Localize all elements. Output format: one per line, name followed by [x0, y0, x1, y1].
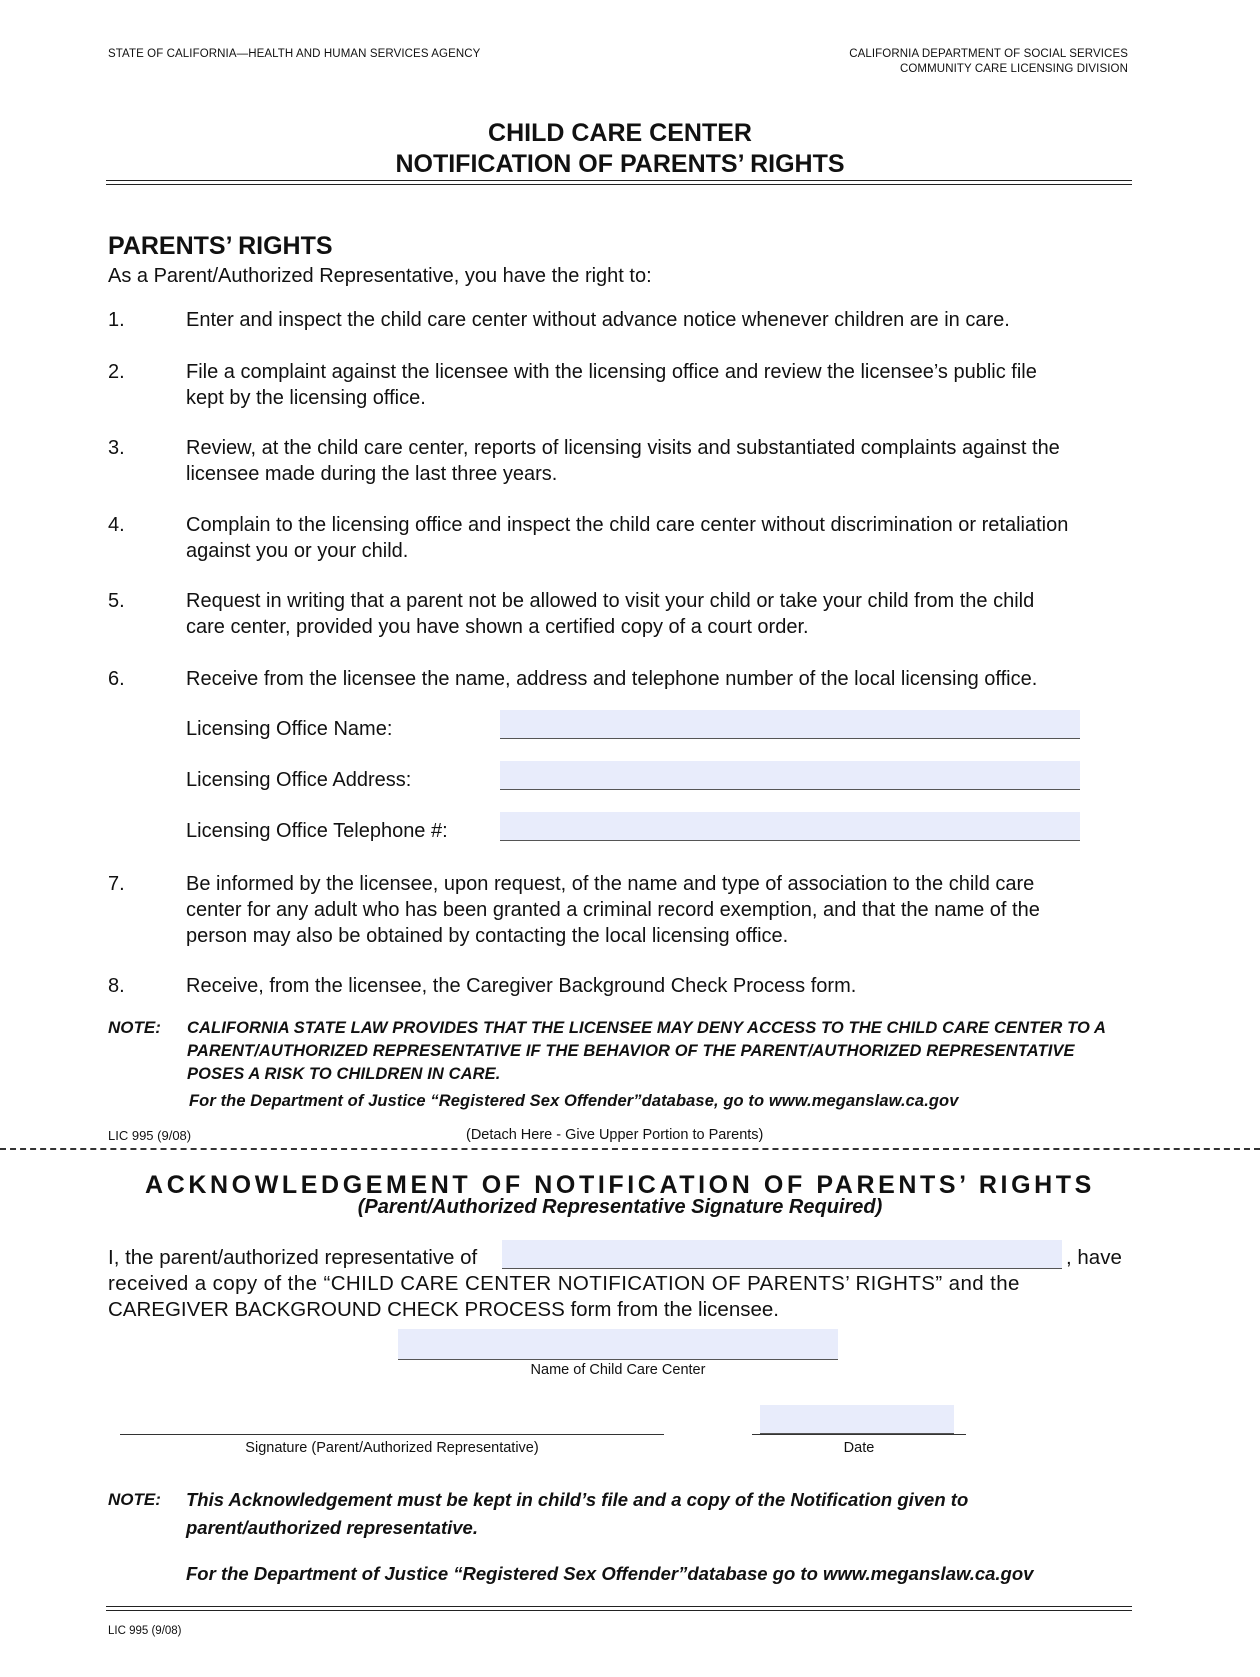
ack-subtitle: (Parent/Authorized Representative Signature Required)	[357, 1196, 883, 1218]
note2-text	[186, 1486, 968, 1542]
right-item-text: Be informed by the licensee, upon request, of the name and type of association to the child care	[186, 873, 1035, 895]
right-item-text: Enter and inspect the child care center without advance notice whenever children are in care.	[186, 309, 1010, 331]
office-address-label: Licensing Office Address:	[186, 769, 412, 791]
right-item-text: Receive, from the licensee, the Caregiver Background Check Process form.	[186, 975, 857, 997]
right-item-2	[186, 359, 1132, 411]
note2-line: parent/authorized representative.	[186, 1517, 478, 1538]
item-number: 8.	[108, 975, 125, 997]
right-item-1	[186, 307, 1132, 333]
ack-text-line3: CAREGIVER BACKGROUND CHECK PROCESS form from the licensee.	[108, 1298, 779, 1321]
note-line: PARENT/AUTHORIZED REPRESENTATIVE IF THE BEHAVIOR OF THE PARENT/AUTHORIZED REPRESENTATIVE	[187, 1042, 1075, 1060]
right-item-6	[186, 666, 1132, 692]
date-caption: Date	[843, 1440, 875, 1456]
ack-text-prefix: I, the parent/authorized representative of	[108, 1246, 478, 1269]
item-number: 6.	[108, 668, 125, 690]
form-id: LIC 995 (9/08)	[108, 1128, 192, 1143]
office-phone-field[interactable]	[500, 812, 1080, 841]
ack-text-suffix: , have	[1066, 1246, 1122, 1269]
rights-heading: PARENTS’ RIGHTS	[108, 232, 333, 260]
right-item-4	[186, 512, 1132, 564]
right-item-text: person may also be obtained by contacting the local licensing office.	[186, 925, 789, 947]
right-item-7	[186, 871, 1132, 949]
detach-instruction: (Detach Here - Give Upper Portion to Parents)	[466, 1127, 764, 1143]
right-item-text: Complain to the licensing office and inspect the child care center without discrimination or retaliation	[186, 514, 1069, 536]
right-item-text: licensee made during the last three years.	[186, 463, 558, 485]
division-name: COMMUNITY CARE LICENSING DIVISION	[899, 63, 1128, 75]
right-item-5	[186, 588, 1132, 640]
child-name-field[interactable]	[502, 1240, 1062, 1269]
office-name-label: Licensing Office Name:	[186, 718, 393, 740]
form-title	[0, 118, 1240, 180]
footer-form-id: LIC 995 (9/08)	[108, 1625, 182, 1637]
child-care-center-field[interactable]	[398, 1329, 838, 1360]
date-field[interactable]	[760, 1405, 954, 1434]
footer-divider	[106, 1606, 1132, 1607]
right-item-text: Review, at the child care center, reports of licensing visits and substantiated complaints against the	[186, 437, 1060, 459]
form-title-line2: NOTIFICATION OF PARENTS’ RIGHTS	[395, 150, 845, 178]
office-phone-label: Licensing Office Telephone #:	[186, 820, 448, 842]
signature-line[interactable]	[120, 1434, 664, 1435]
center-caption: Name of Child Care Center	[530, 1362, 706, 1378]
ack-title: ACKNOWLEDGEMENT OF NOTIFICATION OF PARENTS’ RIGHTS	[145, 1171, 1095, 1199]
office-name-field[interactable]	[500, 710, 1080, 739]
item-number: 7.	[108, 873, 125, 895]
note2-doj: For the Department of Justice “Registered Sex Offender”database go to www.meganslaw.ca.gov	[186, 1563, 1034, 1584]
date-line	[752, 1434, 966, 1435]
right-item-text: kept by the licensing office.	[186, 387, 426, 409]
item-number: 1.	[108, 309, 125, 331]
note-line: CALIFORNIA STATE LAW PROVIDES THAT THE LICENSEE MAY DENY ACCESS TO THE CHILD CARE CENTER TO A	[187, 1019, 1106, 1037]
doj-note: For the Department of Justice “Registered Sex Offender”database, go to www.meganslaw.ca.gov	[189, 1092, 959, 1110]
department-header	[849, 47, 1128, 77]
rights-intro: As a Parent/Authorized Representative, you have the right to:	[108, 265, 652, 287]
signature-caption: Signature (Parent/Authorized Representative)	[245, 1440, 539, 1456]
right-item-8	[186, 973, 1132, 999]
right-item-text: center for any adult who has been granted a criminal record exemption, and that the name of the	[186, 899, 1040, 921]
form-title-line1: CHILD CARE CENTER	[488, 119, 752, 147]
right-item-text: File a complaint against the licensee with the licensing office and review the licensee’s public file	[186, 361, 1037, 383]
department-name: CALIFORNIA DEPARTMENT OF SOCIAL SERVICES	[849, 48, 1128, 60]
item-number: 4.	[108, 514, 125, 536]
note-label: NOTE:	[108, 1018, 161, 1037]
ack-text-line2: received a copy of the “CHILD CARE CENTER NOTIFICATION OF PARENTS’ RIGHTS” and the	[108, 1272, 1020, 1295]
item-number: 3.	[108, 437, 125, 459]
item-number: 2.	[108, 361, 125, 383]
right-item-text: care center, provided you have shown a certified copy of a court order.	[186, 616, 809, 638]
note2-label: NOTE:	[108, 1490, 161, 1509]
note-line: POSES A RISK TO CHILDREN IN CARE.	[187, 1065, 501, 1083]
right-item-text: against you or your child.	[186, 540, 409, 562]
right-item-text: Receive from the licensee the name, address and telephone number of the local licensing office.	[186, 668, 1038, 690]
note2-line: This Acknowledgement must be kept in child’s file and a copy of the Notification given to	[186, 1489, 969, 1510]
title-divider	[106, 180, 1132, 181]
agency-header: STATE OF CALIFORNIA—HEALTH AND HUMAN SERVICES AGENCY	[108, 48, 481, 60]
detach-line	[0, 1148, 1260, 1150]
note-text	[187, 1017, 1135, 1086]
right-item-3	[186, 435, 1132, 487]
item-number: 5.	[108, 590, 125, 612]
right-item-text: Request in writing that a parent not be allowed to visit your child or take your child from the child	[186, 590, 1035, 612]
office-address-field[interactable]	[500, 761, 1080, 790]
